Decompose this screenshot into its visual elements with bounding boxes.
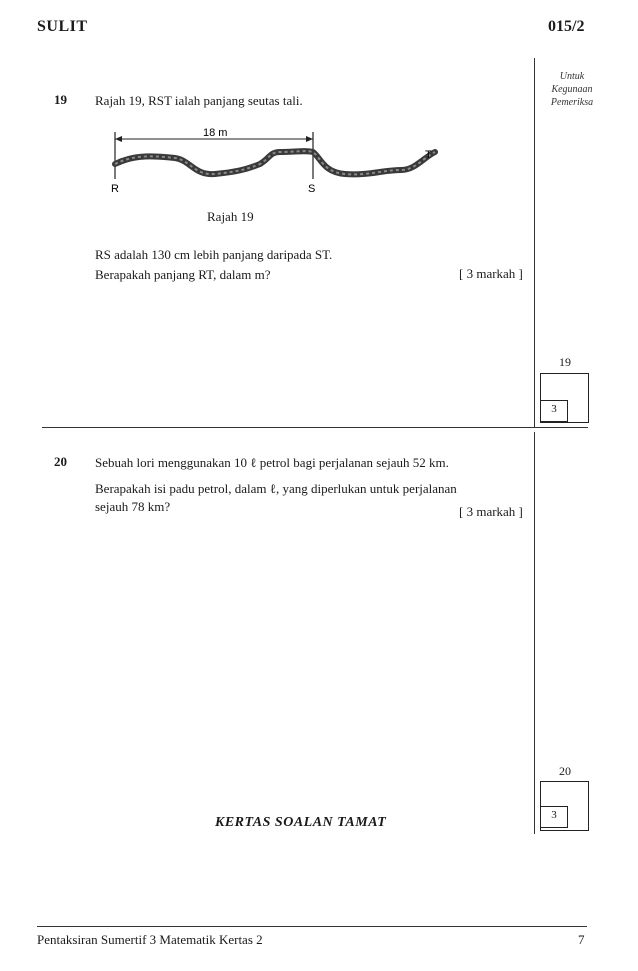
- rope-path: [115, 151, 435, 174]
- rope-diagram: [105, 124, 445, 204]
- examiner-note-line3: Pemeriksa: [550, 97, 594, 108]
- length-label: 18 m: [203, 127, 228, 139]
- score-box-19-label: 19: [559, 355, 571, 369]
- question-19-line2: Berapakah panjang RT, dalam m?: [95, 267, 271, 282]
- score-box-19-max: 3: [540, 400, 568, 422]
- header-code: 015/2: [548, 18, 585, 35]
- question-19-marks: [ 3 markah ]: [459, 266, 523, 281]
- examiner-note-line2: Kegunaan: [551, 84, 593, 95]
- question-19-line1: RS adalah 130 cm lebih panjang daripada ST.: [95, 247, 333, 262]
- question-19-number: 19: [54, 92, 67, 107]
- point-r-label: R: [111, 183, 119, 195]
- examiner-note-line1: Untuk: [559, 71, 585, 82]
- score-box-20-label: 20: [559, 764, 571, 778]
- question-19-intro: Rajah 19, RST ialah panjang seutas tali.: [95, 93, 303, 108]
- question-20-marks: [ 3 markah ]: [459, 504, 523, 519]
- margin-rule-bottom: [534, 432, 535, 834]
- question-20-number: 20: [54, 454, 67, 469]
- question-divider: [42, 427, 588, 428]
- margin-rule-top: [534, 58, 535, 428]
- point-s-label: S: [308, 183, 316, 195]
- point-t-label: T: [425, 149, 432, 161]
- header-sulit: SULIT: [37, 18, 88, 35]
- end-of-paper: KERTAS SOALAN TAMAT: [215, 815, 387, 830]
- score-box-20-max: 3: [540, 806, 568, 828]
- question-20-line2: Berapakah isi padu petrol, dalam ℓ, yang diperlukan untuk perjalanan: [95, 481, 457, 496]
- dimension-arrow-left: [115, 136, 122, 142]
- footer-title: Pentaksiran Sumertif 3 Matematik Kertas 2: [37, 932, 263, 947]
- question-20-line3: sejauh 78 km?: [95, 499, 171, 514]
- question-20-line1: Sebuah lori menggunakan 10 ℓ petrol bagi perjalanan sejauh 52 km.: [95, 455, 449, 470]
- figure-caption: Rajah 19: [207, 209, 254, 224]
- examiner-note: [537, 70, 607, 109]
- footer-rule: [37, 926, 587, 927]
- dimension-arrow-right: [306, 136, 313, 142]
- page-number: 7: [578, 932, 585, 947]
